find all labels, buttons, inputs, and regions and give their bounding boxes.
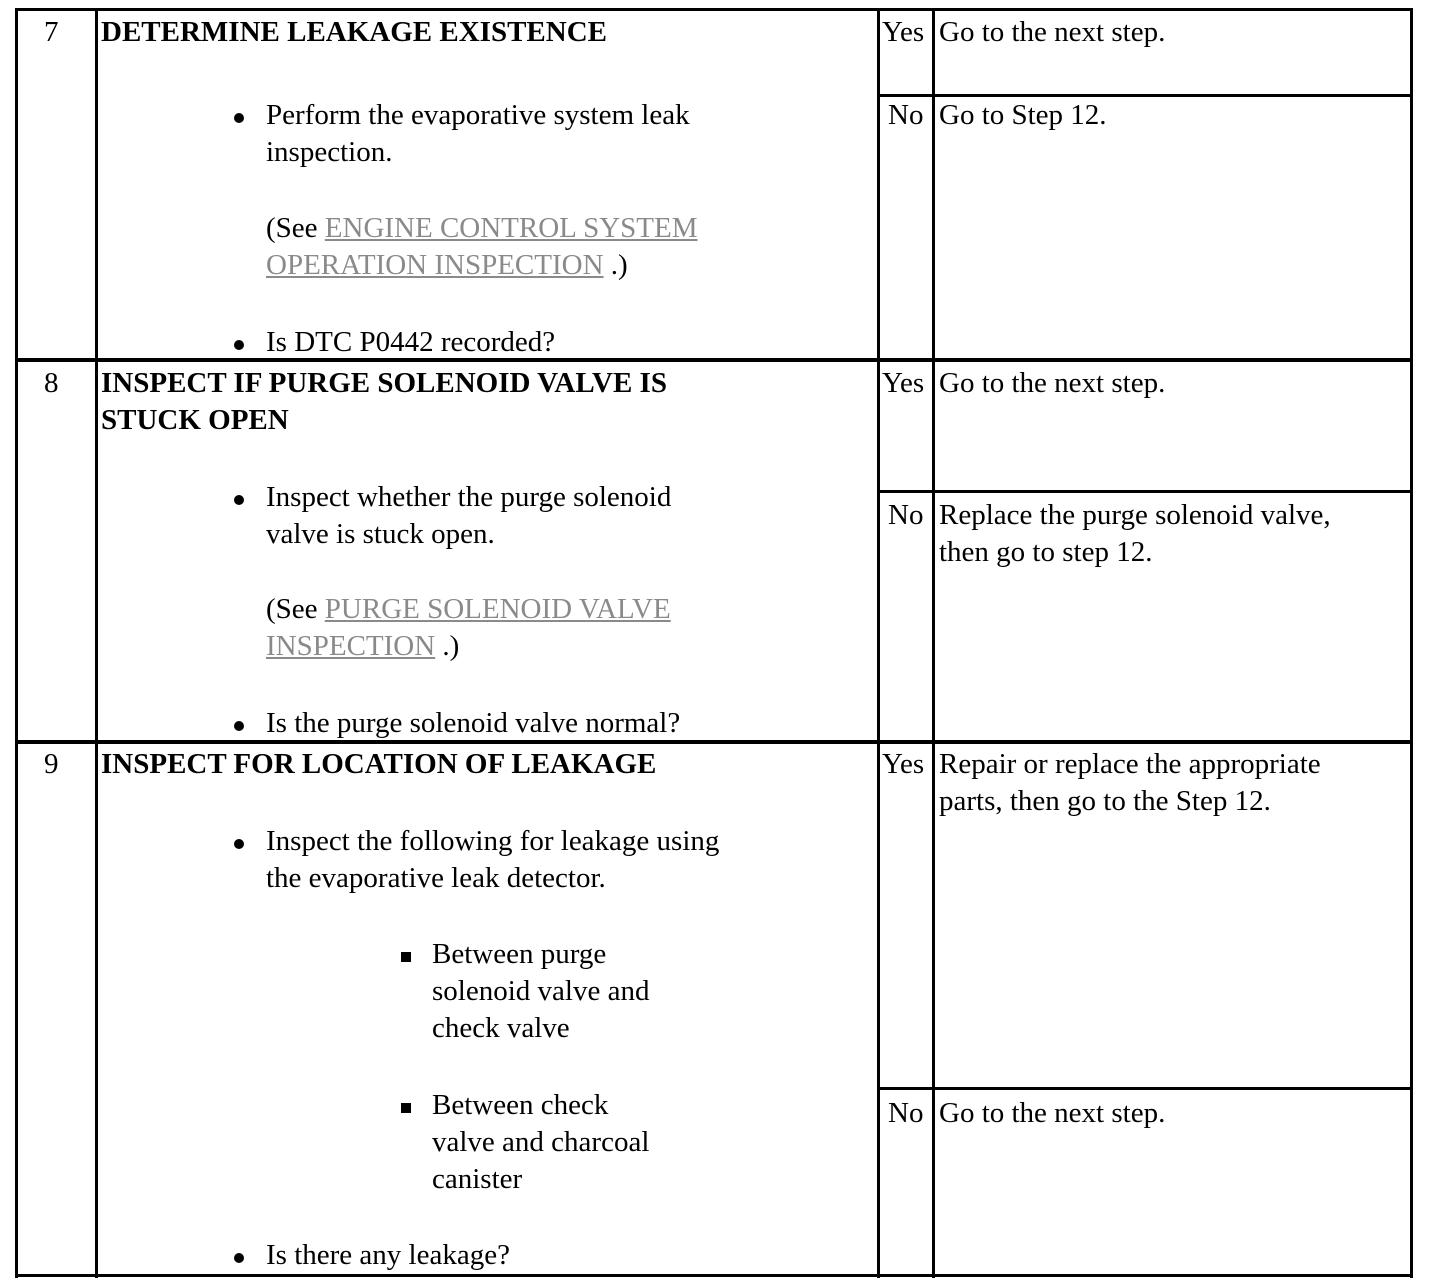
yes-result: Go to the next step. <box>939 16 1166 48</box>
reference-link[interactable]: INSPECTION <box>266 630 436 662</box>
bullet-icon <box>234 113 244 123</box>
step-title: STUCK OPEN <box>101 404 289 436</box>
instruction-text: Inspect the following for leakage using <box>266 825 720 857</box>
bullet-icon <box>234 495 244 505</box>
see-reference <box>266 247 628 284</box>
reference-link[interactable]: OPERATION INSPECTION <box>266 249 604 281</box>
grid-line <box>15 8 1413 11</box>
grid-line <box>15 8 18 1278</box>
question-text: Is there any leakage? <box>266 1239 510 1271</box>
step-title: INSPECT FOR LOCATION OF LEAKAGE <box>101 748 657 780</box>
see-prefix: (See <box>266 212 325 244</box>
question-text: Is the purge solenoid valve normal? <box>266 707 681 739</box>
sub-item-text: canister <box>432 1163 523 1195</box>
no-label: No <box>888 1097 924 1129</box>
see-reference <box>266 210 697 247</box>
square-bullet-icon <box>401 1103 411 1113</box>
no-result: then go to step 12. <box>939 536 1153 568</box>
question-text: Is DTC P0442 recorded? <box>266 326 556 358</box>
grid-line <box>877 1087 1413 1090</box>
bullet-icon <box>234 340 244 350</box>
instruction-text: valve is stuck open. <box>266 518 495 550</box>
sub-item-text: check valve <box>432 1012 570 1044</box>
grid-line <box>15 740 1413 744</box>
grid-line <box>15 1274 1413 1277</box>
step-number: 8 <box>44 367 59 399</box>
yes-result: parts, then go to the Step 12. <box>939 785 1271 817</box>
see-suffix: .) <box>603 249 628 281</box>
step-number: 9 <box>44 748 59 780</box>
no-label: No <box>888 499 924 531</box>
sub-item-text: valve and charcoal <box>432 1126 650 1158</box>
no-result: Replace the purge solenoid valve, <box>939 499 1331 531</box>
yes-label: Yes <box>882 748 925 780</box>
see-prefix: (See <box>266 593 325 625</box>
instruction-text: Inspect whether the purge solenoid <box>266 481 672 513</box>
square-bullet-icon <box>401 952 411 962</box>
yes-result: Go to the next step. <box>939 367 1166 399</box>
sub-item-text: Between purge <box>432 938 607 970</box>
see-suffix: .) <box>435 630 460 662</box>
step-number: 7 <box>44 16 59 48</box>
yes-label: Yes <box>882 367 925 399</box>
no-label: No <box>888 99 924 131</box>
yes-label: Yes <box>882 16 925 48</box>
no-result: Go to the next step. <box>939 1097 1166 1129</box>
sub-item-text: Between check <box>432 1089 609 1121</box>
reference-link[interactable]: ENGINE CONTROL SYSTEM <box>324 212 698 244</box>
yes-result: Repair or replace the appropriate <box>939 748 1321 780</box>
see-reference <box>266 591 671 628</box>
grid-line <box>877 490 1413 493</box>
step-title: DETERMINE LEAKAGE EXISTENCE <box>101 16 607 48</box>
instruction-text: Perform the evaporative system leak <box>266 99 690 131</box>
grid-line <box>15 358 1413 362</box>
reference-link[interactable]: PURGE SOLENOID VALVE <box>324 593 671 625</box>
instruction-text: the evaporative leak detector. <box>266 862 606 894</box>
sub-item-text: solenoid valve and <box>432 975 650 1007</box>
bullet-icon <box>234 721 244 731</box>
bullet-icon <box>234 1253 244 1263</box>
grid-line <box>95 8 98 1278</box>
instruction-text: inspection. <box>266 136 393 168</box>
no-result: Go to Step 12. <box>939 99 1107 131</box>
step-title: INSPECT IF PURGE SOLENOID VALVE IS <box>101 367 667 399</box>
see-reference <box>266 628 459 665</box>
bullet-icon <box>234 839 244 849</box>
